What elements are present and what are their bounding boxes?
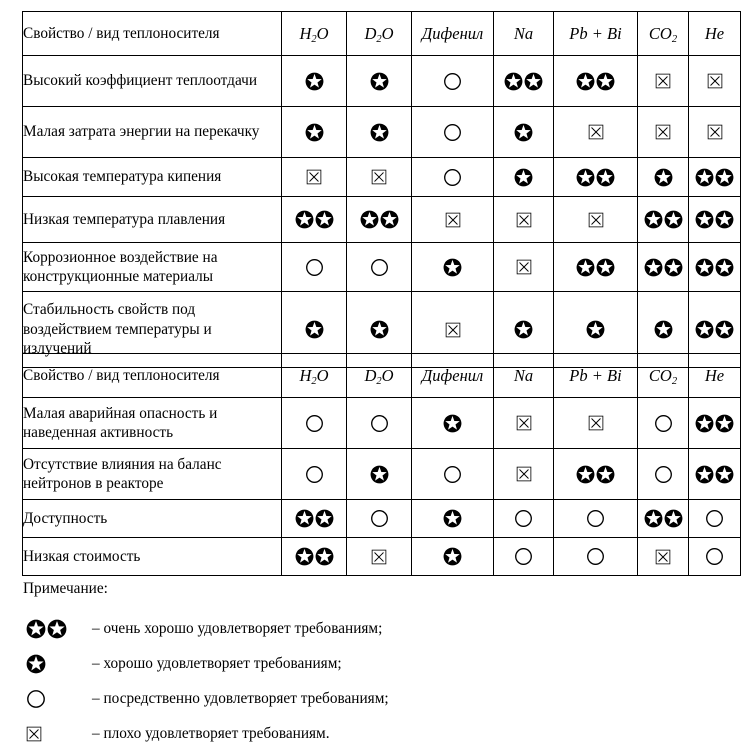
boxed-x-icon — [412, 322, 493, 338]
boxed-x-icon — [638, 124, 688, 140]
star-in-circle-icon — [494, 168, 553, 187]
table-row — [23, 538, 741, 576]
property-label: Низкая температура плавления — [23, 197, 282, 243]
rating-cell — [689, 243, 741, 292]
rating-cell — [554, 538, 638, 576]
rating-cell — [494, 107, 554, 158]
double-star-in-circle-icon — [638, 509, 688, 528]
open-circle-icon — [282, 465, 346, 484]
boxed-x-icon — [689, 124, 740, 140]
legend-item — [22, 716, 722, 751]
rating-cell — [412, 449, 494, 500]
rating-cell — [638, 449, 689, 500]
property-label: Низкая стоимость — [23, 538, 282, 576]
double-star-in-circle-icon — [494, 72, 553, 91]
rating-cell — [282, 158, 347, 197]
open-circle-icon — [638, 465, 688, 484]
rating-cell — [282, 500, 347, 538]
rating-cell — [689, 56, 741, 107]
boxed-x-icon — [347, 169, 411, 185]
star-in-circle-icon — [554, 320, 637, 339]
double-star-in-circle-icon — [689, 168, 740, 187]
property-label: Отсутствие влияния на баланс нейтронов в реакторе — [23, 449, 282, 500]
rating-cell — [494, 56, 554, 107]
legend-item — [22, 646, 722, 681]
property-label: Малая затрата энергии на перекачку — [23, 107, 282, 158]
rating-cell — [554, 449, 638, 500]
rating-cell — [282, 538, 347, 576]
legend-text: – плохо удовлетворяет требованиям. — [92, 724, 330, 742]
legend-text: – очень хорошо удовлетворяет требованиям; — [92, 619, 383, 637]
table-row — [23, 107, 741, 158]
column-header-2: $D_2O$ — [347, 354, 412, 398]
rating-cell — [347, 538, 412, 576]
boxed-x-icon — [494, 259, 553, 275]
column-header-1: $H_2O$ — [282, 354, 347, 398]
rating-cell — [554, 158, 638, 197]
legend-notes — [22, 580, 722, 751]
rating-cell — [347, 56, 412, 107]
legend-symbol — [22, 654, 92, 674]
table-2-header-property-label: Свойство / вид теплоносителя — [23, 354, 282, 398]
open-circle-icon — [494, 509, 553, 528]
star-in-circle-icon — [494, 320, 553, 339]
rating-cell — [638, 538, 689, 576]
table-1-header-property-label: Свойство / вид теплоносителя — [23, 12, 282, 56]
rating-cell — [494, 398, 554, 449]
column-header-6: $CO_2$ — [638, 12, 689, 56]
legend-title: Примечание: — [23, 580, 108, 597]
rating-cell — [412, 243, 494, 292]
rating-cell — [494, 538, 554, 576]
table-row — [23, 56, 741, 107]
double-star-in-circle-icon — [638, 258, 688, 277]
open-circle-icon — [554, 547, 637, 566]
star-in-circle-icon — [412, 547, 493, 566]
column-header-7: He — [689, 354, 741, 398]
open-circle-icon — [282, 258, 346, 277]
double-star-in-circle-icon — [282, 509, 346, 528]
double-star-in-circle-icon — [347, 210, 411, 229]
boxed-x-icon — [347, 549, 411, 565]
star-in-circle-icon — [412, 414, 493, 433]
rating-cell — [638, 158, 689, 197]
double-star-in-circle-icon — [689, 258, 740, 277]
open-circle-icon — [494, 547, 553, 566]
column-header-1: $H_2O$ — [282, 12, 347, 56]
rating-cell — [412, 398, 494, 449]
rating-cell — [554, 197, 638, 243]
column-header-2: $D_2O$ — [347, 12, 412, 56]
boxed-x-icon — [638, 549, 688, 565]
property-label: Малая аварийная опасность и наведенная активность — [23, 398, 282, 449]
rating-cell — [494, 197, 554, 243]
rating-cell — [638, 243, 689, 292]
rating-cell — [554, 56, 638, 107]
rating-cell — [412, 500, 494, 538]
column-header-6: $CO_2$ — [638, 354, 689, 398]
star-in-circle-icon — [347, 320, 411, 339]
open-circle-icon — [412, 168, 493, 187]
open-circle-icon — [412, 465, 493, 484]
rating-cell — [282, 56, 347, 107]
column-header-3: Дифенил — [412, 354, 494, 398]
rating-cell — [554, 107, 638, 158]
boxed-x-icon — [494, 415, 553, 431]
open-circle-icon — [689, 509, 740, 528]
rating-cell — [689, 449, 741, 500]
legend-items — [22, 611, 722, 751]
property-label: Стабильность свойств под воздействием температуры и излучений — [23, 292, 282, 368]
open-circle-icon — [26, 689, 46, 709]
rating-cell — [282, 107, 347, 158]
rating-cell — [554, 500, 638, 538]
double-star-in-circle-icon — [689, 414, 740, 433]
table-row — [23, 243, 741, 292]
rating-cell — [494, 500, 554, 538]
rating-cell — [412, 197, 494, 243]
column-header-7: He — [689, 12, 741, 56]
rating-cell — [412, 538, 494, 576]
column-header-4: Na — [494, 354, 554, 398]
double-star-in-circle-icon — [689, 320, 740, 339]
rating-cell — [689, 197, 741, 243]
rating-cell — [494, 158, 554, 197]
boxed-x-icon — [554, 415, 637, 431]
star-in-circle-icon — [282, 123, 346, 142]
column-header-5: Pb + Bi — [554, 354, 638, 398]
boxed-x-icon — [494, 212, 553, 228]
double-star-in-circle-icon — [554, 72, 637, 91]
rating-cell — [494, 243, 554, 292]
table-row — [23, 398, 741, 449]
star-in-circle-icon — [494, 123, 553, 142]
open-circle-icon — [347, 258, 411, 277]
rating-cell — [347, 107, 412, 158]
rating-cell — [638, 398, 689, 449]
rating-cell — [494, 449, 554, 500]
rating-cell — [554, 243, 638, 292]
rating-cell — [689, 538, 741, 576]
star-in-circle-icon — [638, 320, 688, 339]
rating-cell — [554, 398, 638, 449]
rating-cell — [412, 56, 494, 107]
rating-cell — [638, 500, 689, 538]
column-header-5: Pb + Bi — [554, 12, 638, 56]
rating-cell — [689, 500, 741, 538]
table-row — [23, 449, 741, 500]
property-label: Высокая температура кипения — [23, 158, 282, 197]
rating-cell — [347, 197, 412, 243]
legend-item — [22, 681, 722, 716]
rating-cell — [412, 158, 494, 197]
table-1-body — [23, 12, 741, 368]
table-row — [23, 197, 741, 243]
boxed-x-icon — [638, 73, 688, 89]
rating-cell — [282, 197, 347, 243]
rating-cell — [282, 449, 347, 500]
boxed-x-icon — [412, 212, 493, 228]
legend-symbol — [22, 689, 92, 709]
rating-cell — [347, 500, 412, 538]
property-label: Высокий коэффициент теплоотдачи — [23, 56, 282, 107]
legend-symbol — [22, 619, 92, 639]
rating-cell — [347, 243, 412, 292]
open-circle-icon — [347, 509, 411, 528]
star-in-circle-icon — [412, 258, 493, 277]
rating-cell — [638, 197, 689, 243]
boxed-x-icon — [689, 73, 740, 89]
rating-cell — [347, 398, 412, 449]
table-2-header-row — [23, 354, 741, 398]
open-circle-icon — [412, 123, 493, 142]
double-star-in-circle-icon — [689, 210, 740, 229]
table-row — [23, 158, 741, 197]
double-star-in-circle-icon — [689, 465, 740, 484]
rating-cell — [282, 398, 347, 449]
coolant-properties-table-2 — [22, 353, 741, 576]
boxed-x-icon — [282, 169, 346, 185]
star-in-circle-icon — [347, 123, 411, 142]
double-star-in-circle-icon — [282, 547, 346, 566]
boxed-x-icon — [494, 466, 553, 482]
double-star-in-circle-icon — [26, 619, 67, 639]
star-in-circle-icon — [638, 168, 688, 187]
open-circle-icon — [282, 414, 346, 433]
star-in-circle-icon — [282, 320, 346, 339]
rating-cell — [412, 107, 494, 158]
open-circle-icon — [412, 72, 493, 91]
double-star-in-circle-icon — [554, 168, 637, 187]
property-label: Доступность — [23, 500, 282, 538]
star-in-circle-icon — [347, 72, 411, 91]
legend-item — [22, 611, 722, 646]
boxed-x-icon — [554, 212, 637, 228]
coolant-properties-table-1 — [22, 11, 741, 368]
property-label: Коррозионное воздействие на конструкционные материалы — [23, 243, 282, 292]
rating-cell — [347, 449, 412, 500]
boxed-x-icon — [554, 124, 637, 140]
double-star-in-circle-icon — [282, 210, 346, 229]
legend-text: – хорошо удовлетворяет требованиям; — [92, 654, 342, 672]
rating-cell — [689, 398, 741, 449]
star-in-circle-icon — [282, 72, 346, 91]
rating-cell — [638, 56, 689, 107]
double-star-in-circle-icon — [638, 210, 688, 229]
double-star-in-circle-icon — [554, 258, 637, 277]
star-in-circle-icon — [347, 465, 411, 484]
legend-symbol — [22, 726, 92, 742]
column-header-4: Na — [494, 12, 554, 56]
table-2-body — [23, 354, 741, 576]
open-circle-icon — [554, 509, 637, 528]
rating-cell — [282, 243, 347, 292]
rating-cell — [638, 107, 689, 158]
double-star-in-circle-icon — [554, 465, 637, 484]
rating-cell — [689, 158, 741, 197]
column-header-3: Дифенил — [412, 12, 494, 56]
star-in-circle-icon — [412, 509, 493, 528]
rating-cell — [347, 158, 412, 197]
boxed-x-icon — [26, 726, 42, 742]
table-1-header-row — [23, 12, 741, 56]
open-circle-icon — [689, 547, 740, 566]
table-row — [23, 500, 741, 538]
star-in-circle-icon — [26, 654, 46, 674]
open-circle-icon — [347, 414, 411, 433]
rating-cell — [689, 107, 741, 158]
open-circle-icon — [638, 414, 688, 433]
legend-text: – посредственно удовлетворяет требованиям; — [92, 689, 389, 707]
